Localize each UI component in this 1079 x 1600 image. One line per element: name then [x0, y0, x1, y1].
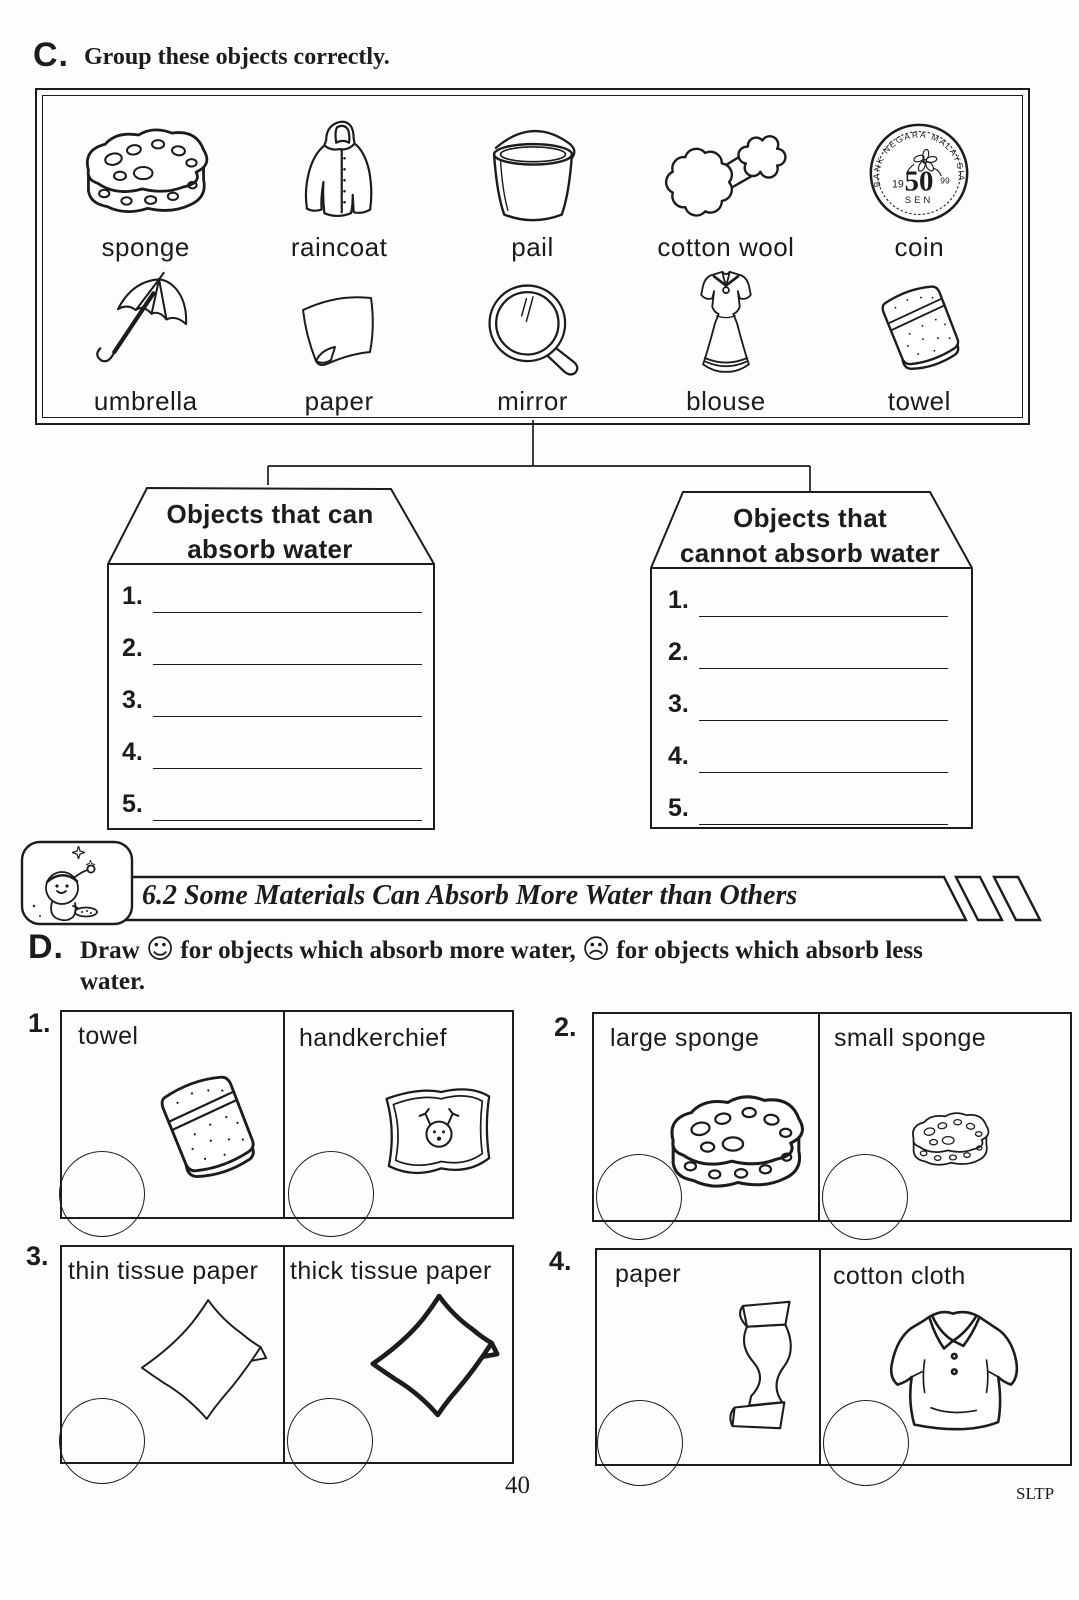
object-cell-umbrella — [49, 268, 242, 417]
absorb-box-title — [130, 497, 410, 567]
objects-box-inner-border — [42, 95, 1023, 418]
answer-line[interactable] — [699, 736, 948, 773]
item-2 — [554, 1012, 1072, 1222]
item-number: 3. — [26, 1241, 49, 1271]
answer-circle[interactable] — [59, 1398, 145, 1484]
section-d-instruction — [80, 934, 1010, 965]
cannot-absorb-box-title-line2: cannot absorb water — [680, 538, 940, 568]
thick-tissue-icon — [359, 1285, 511, 1437]
towel-icon — [866, 274, 972, 380]
answer-line[interactable] — [153, 680, 422, 717]
object-label: towel — [887, 386, 951, 416]
item-label: thick tissue paper — [290, 1257, 492, 1285]
answer-circle[interactable] — [822, 1154, 908, 1240]
answer-number: 3. — [122, 686, 143, 714]
object-cell-pail — [436, 106, 629, 263]
answer-row — [122, 785, 422, 821]
item-4 — [549, 1246, 1072, 1466]
coin-year-left: 19 — [892, 178, 905, 191]
object-cell-paper — [242, 268, 435, 417]
section-c-label: C. — [33, 36, 69, 74]
item-1-cell-towel — [62, 1012, 285, 1217]
mirror-icon — [480, 278, 586, 380]
answer-row — [668, 685, 948, 721]
topic-title: 6.2 Some Materials Can Absorb More Water than Others — [142, 880, 798, 911]
item-2-cell-large-sponge — [594, 1014, 820, 1220]
instruction-text: Draw — [80, 937, 140, 964]
answer-circle[interactable] — [287, 1398, 373, 1484]
paper-strip-icon — [689, 1270, 803, 1460]
object-cell-mirror — [436, 268, 629, 417]
answer-line[interactable] — [699, 580, 948, 617]
coin-arc-text: BANK NEGARA MALAYSIA — [871, 129, 967, 188]
object-label: coin — [894, 232, 945, 262]
item-4-cell-paper — [597, 1250, 821, 1464]
section-d-instruction-line2: water. — [80, 968, 146, 995]
object-cell-cotton-wool — [629, 106, 822, 263]
section-c-instruction: Group these objects correctly. — [84, 44, 390, 70]
raincoat-icon — [293, 118, 385, 226]
answer-row — [122, 629, 422, 665]
item-label: paper — [615, 1260, 681, 1288]
item-4-cell-cotton-cloth — [821, 1250, 1070, 1464]
answer-line[interactable] — [699, 684, 948, 721]
item-1 — [28, 1008, 514, 1219]
object-cell-coin — [823, 106, 1016, 263]
answer-row — [668, 789, 948, 825]
answer-number: 2. — [122, 634, 143, 662]
answer-row — [668, 633, 948, 669]
object-label: blouse — [686, 386, 766, 416]
answer-row — [122, 577, 422, 613]
sponge-icon — [76, 122, 216, 226]
answer-circle[interactable] — [288, 1151, 374, 1237]
answer-number: 5. — [668, 794, 689, 822]
answer-circle[interactable] — [59, 1151, 145, 1237]
instruction-text: for objects which absorb more water, — [180, 937, 576, 964]
coin-unit: SEN — [905, 194, 934, 206]
answer-number: 4. — [668, 742, 689, 770]
answer-line[interactable] — [699, 632, 948, 669]
answer-line[interactable] — [153, 732, 422, 769]
absorb-box-title-line1: Objects that can — [166, 499, 374, 529]
object-label: paper — [304, 386, 374, 416]
section-d-label: D. — [28, 928, 64, 966]
handkerchief-icon — [375, 1076, 503, 1190]
item-label: thin tissue paper — [68, 1257, 259, 1285]
cannot-absorb-box-title-line1: Objects that — [733, 503, 887, 533]
imprint: SLTP — [1016, 1484, 1055, 1503]
answer-number: 2. — [668, 638, 689, 666]
answer-circle[interactable] — [596, 1154, 682, 1240]
answer-circle[interactable] — [597, 1400, 683, 1486]
banner-slash-icon — [994, 877, 1040, 920]
answer-number: 1. — [122, 582, 143, 610]
object-cell-sponge — [49, 106, 242, 263]
object-cell-towel — [823, 268, 1016, 417]
cannot-absorb-box-title — [660, 501, 960, 571]
answer-number: 1. — [668, 586, 689, 614]
object-label: cotton wool — [657, 232, 795, 262]
answer-row — [668, 737, 948, 773]
paper-icon — [289, 284, 389, 380]
coin-icon — [866, 120, 972, 226]
towel-icon — [142, 1062, 270, 1190]
large-sponge-icon — [660, 1088, 812, 1202]
item-2-cell-small-sponge — [820, 1014, 1070, 1220]
objects-row-1 — [49, 106, 1016, 263]
objects-box — [35, 88, 1030, 425]
answer-row — [668, 581, 948, 617]
answer-line[interactable] — [699, 788, 948, 825]
coin-value: 50 — [904, 165, 934, 198]
item-label: small sponge — [834, 1024, 987, 1052]
object-label: raincoat — [290, 232, 388, 262]
blouse-icon — [680, 270, 772, 380]
umbrella-icon — [90, 270, 202, 380]
object-cell-blouse — [629, 268, 822, 417]
item-label: large sponge — [610, 1024, 760, 1052]
pail-icon — [482, 129, 584, 226]
item-number: 2. — [554, 1012, 577, 1042]
item-3-cell-thin-tissue — [62, 1247, 285, 1462]
instruction-text: for objects which absorb less — [616, 937, 923, 964]
page-number: 40 — [505, 1472, 530, 1499]
small-sponge-icon — [906, 1108, 994, 1174]
object-cell-raincoat — [242, 106, 435, 263]
item-label: towel — [78, 1022, 139, 1050]
answer-number: 5. — [122, 790, 143, 818]
answer-line[interactable] — [153, 576, 422, 613]
item-number: 4. — [549, 1246, 572, 1276]
object-label: mirror — [497, 386, 568, 416]
item-label: cotton cloth — [833, 1262, 966, 1290]
coin-year-right: 99 — [940, 175, 951, 186]
item-3 — [26, 1241, 514, 1464]
item-3-cell-thick-tissue — [285, 1247, 512, 1462]
item-label: handkerchief — [299, 1024, 447, 1052]
objects-row-2 — [49, 268, 1016, 417]
answer-circle[interactable] — [823, 1400, 909, 1486]
answer-row — [122, 733, 422, 769]
answer-number: 4. — [122, 738, 143, 766]
cotton-wool-icon — [653, 130, 799, 226]
absorb-box-title-line2: absorb water — [187, 534, 353, 564]
smiley-face-icon: ☺ — [145, 934, 175, 965]
item-number: 1. — [28, 1008, 51, 1038]
answer-row — [122, 681, 422, 717]
answer-line[interactable] — [153, 628, 422, 665]
answer-line[interactable] — [153, 784, 422, 821]
thin-tissue-icon — [128, 1289, 280, 1441]
object-label: pail — [511, 232, 554, 262]
item-1-cell-handkerchief — [285, 1012, 512, 1217]
answer-number: 3. — [668, 690, 689, 718]
frowning-face-icon: ☹ — [581, 934, 611, 965]
object-label: sponge — [101, 232, 190, 262]
object-label: umbrella — [93, 386, 198, 416]
